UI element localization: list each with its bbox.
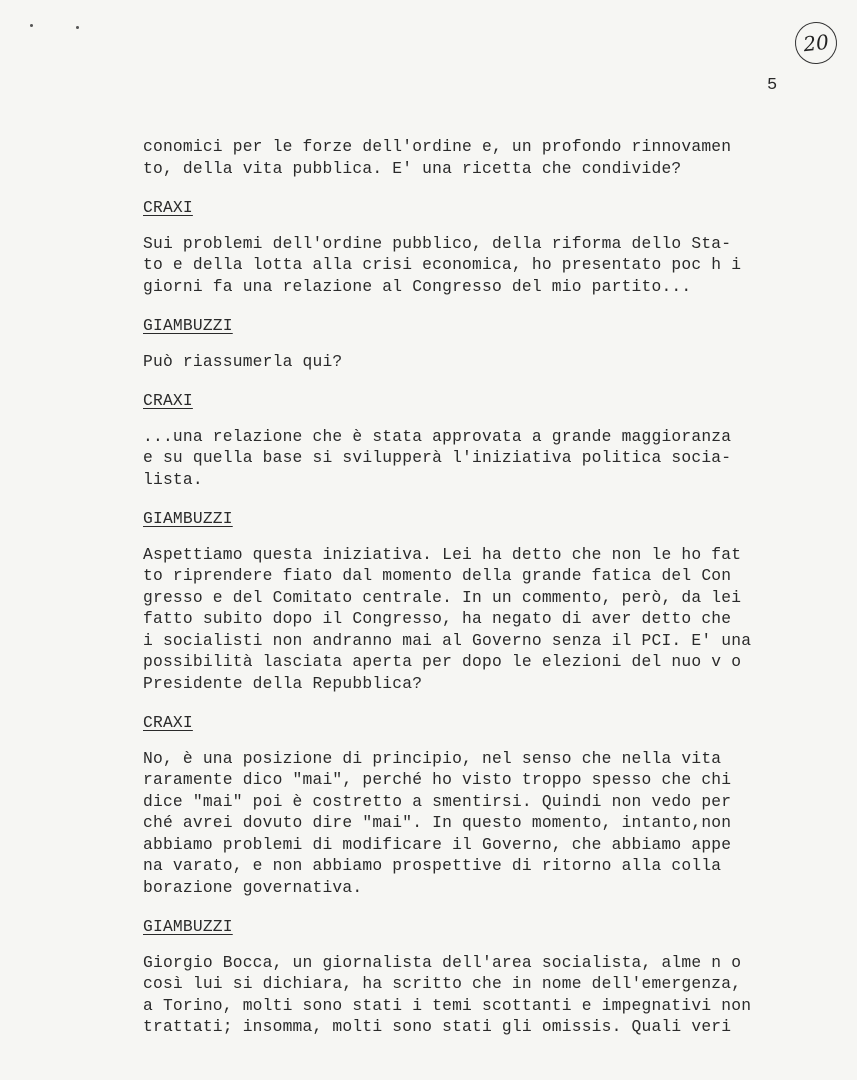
text-line: borazione governativa. (143, 877, 363, 897)
speaker-label: GIAMBUZZI (143, 316, 233, 335)
text-line: giorni fa una relazione al Congresso del mio partito... (143, 276, 692, 296)
paragraph (143, 233, 793, 298)
page-number: 5 (767, 76, 778, 95)
text-line: così lui si dichiara, ha scritto che in nome dell'emergenza, (143, 974, 742, 993)
text-line: to e della lotta alla crisi economica, ho presentato poc h i (143, 255, 742, 274)
text-line: Sui problemi dell'ordine pubblico, della riforma dello Sta- (143, 233, 732, 253)
text-line: Presidente della Repubblica? (143, 673, 423, 693)
text-line: abbiamo problemi di modificare il Governo, che abbiamo appe (143, 834, 732, 854)
text-line: to, della vita pubblica. E' una ricetta che condivide? (143, 158, 682, 178)
speaker-label: GIAMBUZZI (143, 917, 233, 936)
text-line: to riprendere fiato dal momento della grande fatica del Con (143, 566, 732, 585)
paragraph (143, 748, 793, 899)
paragraph (143, 136, 793, 179)
text-line: Aspettiamo questa iniziativa. Lei ha detto che non le ho fat (143, 544, 742, 564)
text-line: trattati; insomma, molti sono stati gli omissis. Quali veri (143, 1017, 732, 1036)
text-line: raramente dico "mai", perché ho visto troppo spesso che chi (143, 770, 732, 789)
scan-speck (30, 24, 33, 27)
text-line: lista. (143, 469, 203, 489)
scan-speck (76, 26, 79, 29)
text-line: ...una relazione che è stata approvata a grande maggioranza (143, 426, 732, 446)
speaker-label: CRAXI (143, 391, 193, 410)
speaker-label: CRAXI (143, 198, 193, 217)
text-line: gresso e del Comitato centrale. In un commento, però, da lei (143, 587, 742, 607)
paragraph (143, 351, 793, 373)
text-line: conomici per le forze dell'ordine e, un profondo rinnovamen (143, 137, 732, 156)
text-line: fatto subito dopo il Congresso, ha negato di aver detto che (143, 609, 732, 628)
text-line: possibilità lasciata aperta per dopo le elezioni del nuo v o (143, 652, 742, 671)
speaker-label: CRAXI (143, 713, 193, 732)
text-line: a Torino, molti sono stati i temi scottanti e impegnativi non (143, 995, 752, 1015)
text-line: e su quella base si svilupperà l'iniziativa politica socia- (143, 448, 732, 467)
text-line: ché avrei dovuto dire "mai". In questo momento, intanto,non (143, 813, 732, 832)
text-line: Giorgio Bocca, un giornalista dell'area socialista, alme n o (143, 952, 742, 972)
text-line: No, è una posizione di principio, nel senso che nella vita (143, 748, 722, 768)
interview-transcript (143, 136, 793, 1038)
text-line: i socialisti non andranno mai al Governo senza il PCI. E' una (143, 630, 752, 650)
paragraph (143, 544, 793, 695)
page-stamp: 20 (793, 20, 839, 66)
paragraph (143, 952, 793, 1038)
text-line: Può riassumerla qui? (143, 351, 343, 371)
text-line: na varato, e non abbiamo prospettive di ritorno alla colla (143, 856, 722, 875)
text-line: dice "mai" poi è costretto a smentirsi. Quindi non vedo per (143, 791, 732, 811)
paragraph (143, 426, 793, 491)
speaker-label: GIAMBUZZI (143, 509, 233, 528)
